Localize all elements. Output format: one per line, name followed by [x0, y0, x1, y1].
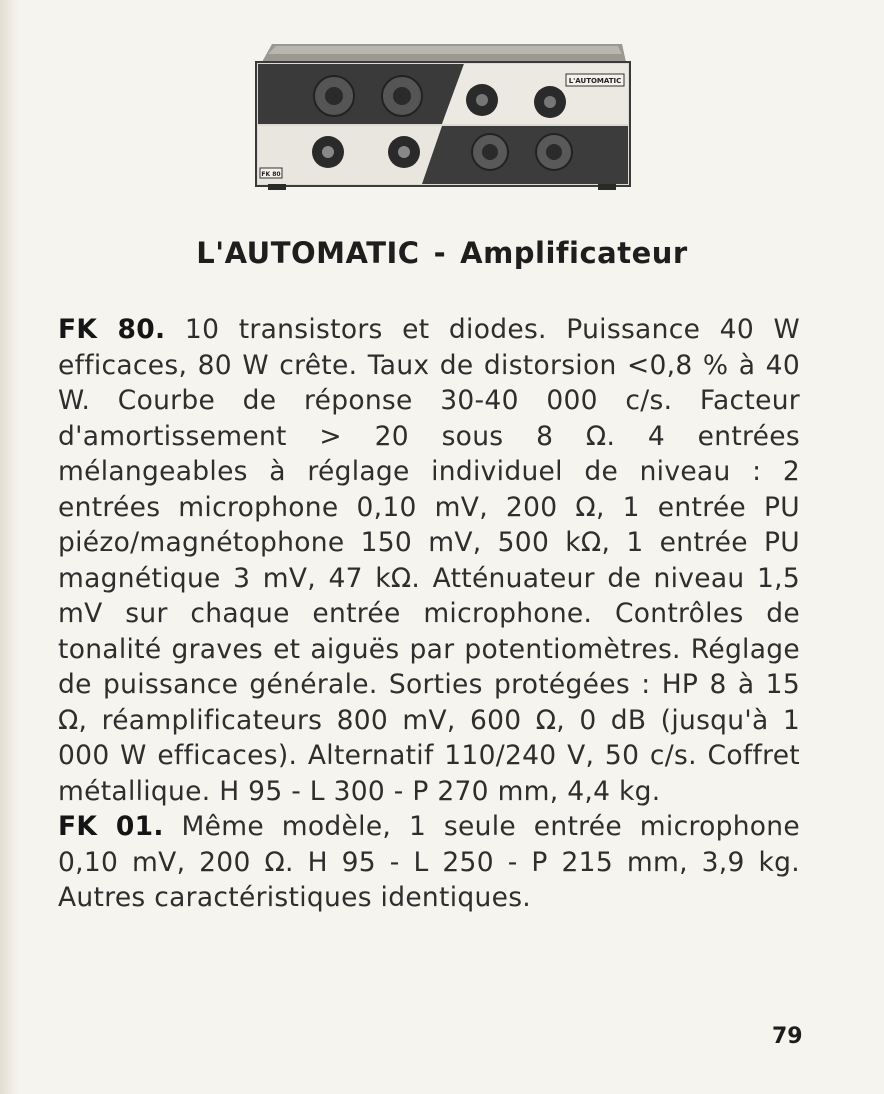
entry-fk01 [58, 809, 800, 916]
page-number: 79 [772, 1024, 803, 1049]
amplifier-photo-icon [254, 40, 632, 192]
amplifier-brand-plate: L'AUTOMATIC [568, 77, 622, 85]
page-edge [0, 0, 18, 1094]
heading-product: Amplificateur [460, 236, 688, 270]
heading-separator: - [433, 236, 447, 270]
amplifier-model-tag: FK 80 [261, 171, 281, 178]
model-label: FK 01. [58, 811, 164, 842]
model-description: Même modèle, 1 seule entrée microphone 0,10 mV, 200 Ω. H 95 - L 250 - P 215 mm, 3,9 kg. Autres caractéristiques identiques. [58, 811, 801, 913]
product-description [58, 312, 800, 916]
heading-brand: L'AUTOMATIC [196, 236, 420, 270]
page-heading [0, 236, 884, 270]
model-label: FK 80. [58, 314, 166, 345]
entry-fk80 [58, 312, 800, 809]
model-description: 10 transistors et diodes. Puissance 40 W efficaces, 80 W crête. Taux de distorsion <0,8 % à 40 W. Courbe de réponse 30-40 000 c/s. Facteur d'amortissement > 20 sous 8 Ω. 4 entrées mélangeables à réglage individuel de niveau : 2 entrées microphone 0,10 mV, 200 Ω, 1 entrée PU piézo/magnétophone 150 mV, 500 kΩ, 1 entrée PU magnétique 3 mV, 47 kΩ. Atténuateur de niveau 1,5 mV sur chaque entrée microphone. Contrôles de tonalité graves et aiguës par potentiomètres. Réglage de puissance générale. Sorties protégées : HP 8 à 15 Ω, réamplificateurs 800 mV, 600 Ω, 0 dB (jusqu'à 1 000 W efficaces). Alternatif 110/240 V, 50 c/s. Coffret métallique. H 95 - L 300 - P 270 mm, 4,4 kg. [58, 314, 800, 807]
